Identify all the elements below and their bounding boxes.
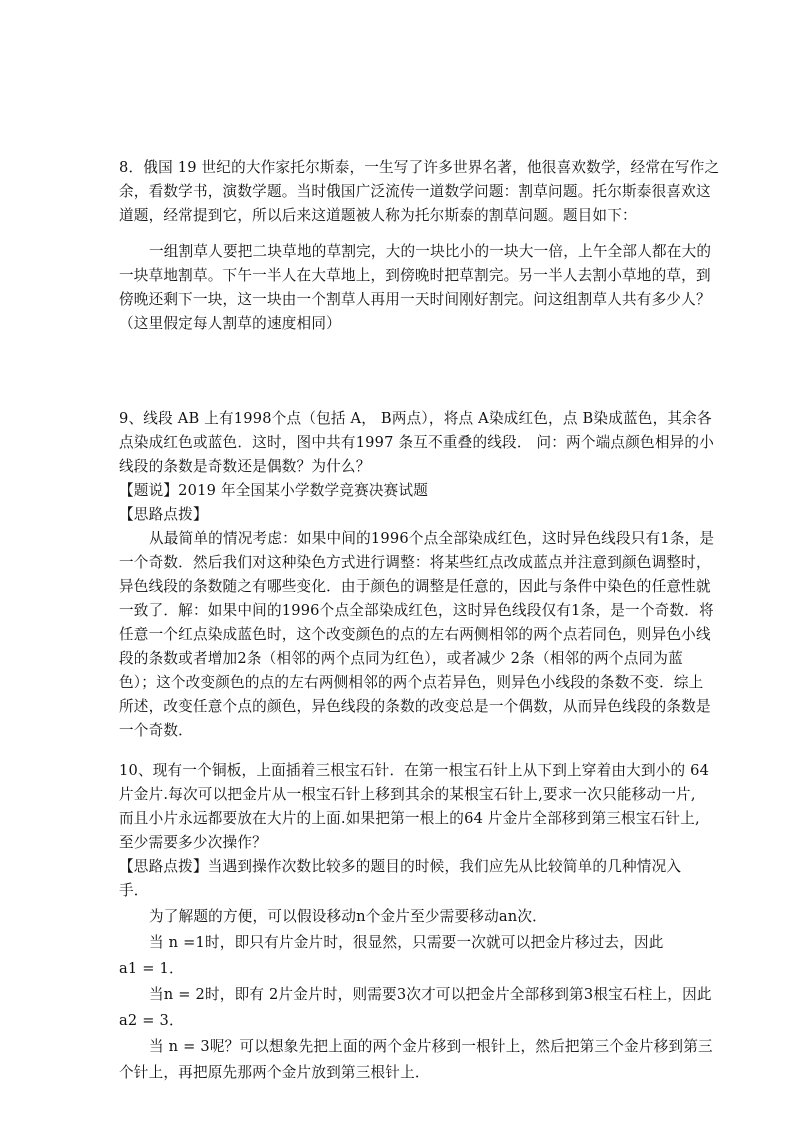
problem10-hint-line-4: 当 n =1时，即只有片金片时，很显然，只需要一次就可以把金片移过去，因此 <box>149 934 664 951</box>
problem9-hint-heading: 【思路点拨】 <box>119 506 208 523</box>
problem10-hint-line-8: 当 n = 3呢？可以想象先把上面的两个金片移到一根针上，然后把第三个金片移到第三 <box>149 1038 713 1055</box>
problem9-hint-line-9: 一个奇数． <box>119 722 193 739</box>
problem10-hint-line-7: a2 = 3． <box>119 1012 184 1029</box>
problem10-hint-line-2: 手． <box>119 882 149 899</box>
problem10-line-3: 而且小片永远都要放在大片的上面.如果把第一根上的64 片金片全部移到第三根宝石针上, <box>119 810 700 827</box>
problem8-quote-line-3: 傍晚还剩下一块，这一块由一个割草人再用一天时间刚好割完。问这组割草人共有多少人？ <box>119 291 711 308</box>
problem9-hint-line-1: 从最简单的情况考虑：如果中间的1996个点全部染成红色，这时异色线段只有1条，是 <box>149 530 715 547</box>
problem10-line-1: 10、现有一个铜板，上面插着三根宝石针．在第一根宝石针上从下到上穿着由大到小的 64 <box>119 762 710 779</box>
problem9-hint-line-7: 色）；这个改变颜色的点的左右两侧相邻的两个点若异色，则异色小线段的条数不变．综上 <box>119 674 704 691</box>
problem9-hint-line-2: 一个奇数．然后我们对这种染色方式进行调整：将某些红点改成蓝点并注意到颜色调整时， <box>119 554 711 571</box>
problem9-hint-line-4: 一致了．解：如果中间的1996个点全部染成红色，这时异色线段仅有1条，是一个奇数．将 <box>119 602 714 619</box>
problem9-line-2: 点染成红色或蓝色．这时，图中共有1997 条互不重叠的线段． 问：两个端点颜色相异的小 <box>119 434 714 451</box>
problem8-line-1: 8．俄国 19 世纪的大作家托尔斯泰，一生写了许多世界名著，他很喜欢数学，经常在写作之 <box>119 159 720 176</box>
problem9-source: 【题说】2019 年全国某小学数学竞赛决赛试题 <box>119 482 429 499</box>
problem8-quote-line-4: （这里假定每人割草的速度相同） <box>119 315 341 332</box>
problem10-hint-line-6: 当n = 2时，即有 2片金片时，则需要3次才可以把金片全部移到第3根宝石柱上，因此 <box>149 986 712 1003</box>
problem9-hint-line-6: 段的条数或者增加2条（相邻的两个点同为红色），或者减少 2条（相邻的两个点同为蓝 <box>119 650 683 667</box>
problem8-quote-line-1: 一组割草人要把二块草地的草割完，大的一块比小的一块大一倍，上午全部人都在大的 <box>149 243 712 260</box>
problem9-line-3: 线段的条数是奇数还是偶数？为什么？ <box>119 458 371 475</box>
problem9-hint-line-5: 任意一个红点染成蓝色时，这个改变颜色的点的左右两侧相邻的两个点若同色，则异色小线 <box>119 626 711 643</box>
problem10-hint-line-9: 个针上，再把原先那两个金片放到第三根针上． <box>119 1064 430 1081</box>
problem8-line-3: 道题，经常提到它，所以后来这道题被人称为托尔斯泰的割草问题。题目如下： <box>119 207 637 224</box>
problem8-quote-line-2: 一块草地割草。下午一半人在大草地上，到傍晚时把草割完。另一半人去割小草地的草，到 <box>119 267 711 284</box>
problem8-line-2: 余，看数学书，演数学题。当时俄国广泛流传一道数学问题：割草问题。托尔斯泰很喜欢这 <box>119 183 711 200</box>
problem10-hint-line-3: 为了解题的方便，可以假设移动n个金片至少需要移动an次． <box>149 908 547 925</box>
problem10-hint-line-1: 【思路点拨】当遇到操作次数比较多的题目的时候，我们应先从比较简单的几种情况入 <box>119 858 682 875</box>
problem9-hint-line-3: 异色线段的条数随之有哪些变化．由于颜色的调整是任意的，因此与条件中染色的任意性就 <box>119 578 711 595</box>
problem10-line-2: 片金片.每次可以把金片从一根宝石针上移到其余的某根宝石针上,要求一次只能移动一片, <box>119 786 696 803</box>
problem9-hint-line-8: 所述，改变任意个点的颜色，异色线段的条数的改变总是一个偶数，从而异色线段的条数是 <box>119 698 711 715</box>
problem9-line-1: 9、线段 AB 上有1998个点（包括 A， B两点），将点 A染成红色，点 B染成蓝色，其余各 <box>119 410 712 427</box>
problem10-line-4: 至少需要多少次操作？ <box>119 834 267 851</box>
problem10-hint-line-5: a1 = 1． <box>119 960 184 977</box>
